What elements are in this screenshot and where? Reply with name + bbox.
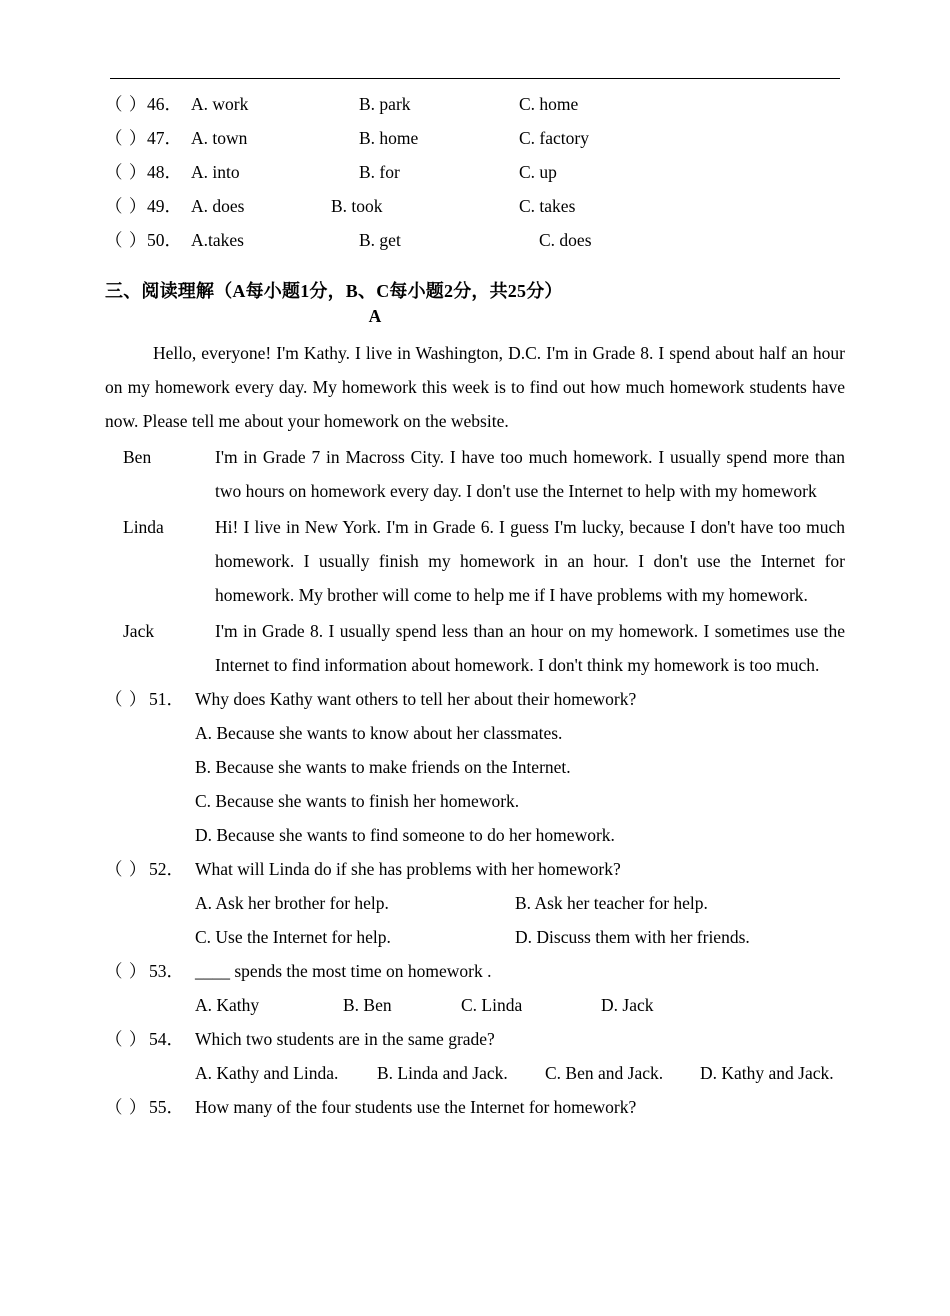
choice-b: B. Linda and Jack. [377, 1062, 508, 1083]
choice-c: C. Linda [461, 994, 523, 1015]
cloze-row [105, 130, 845, 164]
question-text: Why does Kathy want others to tell her about their homework? [195, 688, 637, 709]
question-number: 51． [149, 688, 184, 709]
section-heading: 三、阅读理解（A每小题1分，B、C每小题2分，共25分） [105, 281, 563, 301]
choice-b: B. Because she wants to make friends on the Internet. [195, 756, 571, 777]
option-c: C. up [519, 162, 557, 182]
choice-row [105, 1056, 845, 1090]
choice-d: D. Jack [601, 994, 654, 1015]
choice-a: A. Because she wants to know about her classmates. [195, 722, 563, 743]
choice-c: C. Because she wants to finish her homework. [195, 790, 520, 811]
choice-c: C. Use the Internet for help. [195, 926, 391, 947]
option-c: C. does [539, 230, 592, 250]
question-number: 55． [149, 1096, 184, 1117]
answer-bracket: （ ） [105, 162, 148, 182]
answer-bracket: （ ） [105, 688, 148, 709]
option-a: A. does [191, 196, 245, 216]
choice-d: D. Because she wants to find someone to do her homework. [195, 824, 615, 845]
answer-bracket: （ ） [105, 230, 148, 250]
speaker-text: Hi! I live in New York. I'm in Grade 6. I guess I'm lucky, because I don't have too much homework. I usually finish my homework in an hour. I don't use the Internet for homework. My brother will come to help me if I have problems with my homework. [215, 516, 845, 605]
choice-b: B. Ben [343, 994, 392, 1015]
speaker-list [105, 440, 845, 682]
question-text: What will Linda do if she has problems with her homework? [195, 858, 621, 879]
choice-d: D. Kathy and Jack. [700, 1062, 834, 1083]
choice-a: A. Kathy [195, 994, 260, 1015]
cloze-options-list [105, 96, 845, 266]
answer-bracket: （ ） [105, 960, 148, 981]
cloze-row [105, 164, 845, 198]
answer-bracket: （ ） [105, 196, 148, 216]
choice-row [105, 886, 845, 920]
choice-row [105, 920, 845, 954]
choice-b: B. Ask her teacher for help. [515, 892, 708, 913]
answer-bracket: （ ） [105, 1028, 148, 1049]
passage-label: A [368, 306, 382, 326]
option-b: B. get [359, 230, 401, 250]
option-a: A. town [191, 128, 248, 148]
answer-bracket: （ ） [105, 1096, 148, 1117]
option-a: A. into [191, 162, 240, 182]
speaker-entry [105, 614, 845, 682]
question-number: 53． [149, 960, 184, 981]
question-stem-row [105, 852, 845, 886]
question-text: How many of the four students use the Internet for homework? [195, 1096, 637, 1117]
question-text: ____ spends the most time on homework . [195, 960, 492, 981]
question-block [105, 954, 845, 1022]
speaker-name: Ben [123, 446, 152, 467]
option-b: B. for [359, 162, 400, 182]
speaker-name: Linda [123, 516, 164, 537]
question-number: 52． [149, 858, 184, 879]
question-number: 48． [147, 162, 182, 182]
option-a: A.takes [191, 230, 244, 250]
question-block [105, 852, 845, 954]
question-block [105, 1022, 845, 1090]
question-stem-row [105, 682, 845, 716]
cloze-row [105, 198, 845, 232]
choice-a: A. Ask her brother for help. [195, 892, 389, 913]
speaker-text: I'm in Grade 8. I usually spend less than an hour on my homework. I sometimes use the Internet to find information about homework. I don't think my homework is too much. [215, 620, 845, 675]
question-number: 47． [147, 128, 182, 148]
header-rule [110, 78, 840, 79]
option-b: B. took [331, 196, 383, 216]
question-number: 49． [147, 196, 182, 216]
answer-bracket: （ ） [105, 128, 148, 148]
question-text: Which two students are in the same grade? [195, 1028, 495, 1049]
cloze-row [105, 96, 845, 130]
question-number: 50． [147, 230, 182, 250]
question-number: 54． [149, 1028, 184, 1049]
speaker-entry [105, 510, 845, 612]
page-content [105, 0, 845, 1124]
choice-c: C. Ben and Jack. [545, 1062, 664, 1083]
question-number: 46． [147, 94, 182, 114]
option-b: B. home [359, 128, 419, 148]
speaker-entry [105, 440, 845, 508]
question-block [105, 682, 845, 852]
option-b: B. park [359, 94, 411, 114]
choice-a: A. Kathy and Linda. [195, 1062, 339, 1083]
speaker-name: Jack [123, 620, 155, 641]
choice-row [105, 988, 845, 1022]
speaker-text: I'm in Grade 7 in Macross City. I have too much homework. I usually spend more than two hours on homework every day. I don't use the Internet to help with my homework [215, 446, 845, 501]
question-stem-row [105, 1022, 845, 1056]
answer-bracket: （ ） [105, 858, 148, 879]
question-stem-row [105, 954, 845, 988]
question-stem-row [105, 1090, 845, 1124]
option-c: C. factory [519, 128, 589, 148]
answer-bracket: （ ） [105, 94, 148, 114]
choice-d: D. Discuss them with her friends. [515, 926, 750, 947]
option-c: C. home [519, 94, 579, 114]
passage-intro: Hello, everyone! I'm Kathy. I live in Washington, D.C. I'm in Grade 8. I spend about half an hour on my homework every day. My homework this week is to find out how much homework students have now. Please tell me about your homework on the website. [105, 342, 845, 431]
option-a: A. work [191, 94, 249, 114]
question-block [105, 1090, 845, 1124]
option-c: C. takes [519, 196, 576, 216]
cloze-row [105, 232, 845, 266]
